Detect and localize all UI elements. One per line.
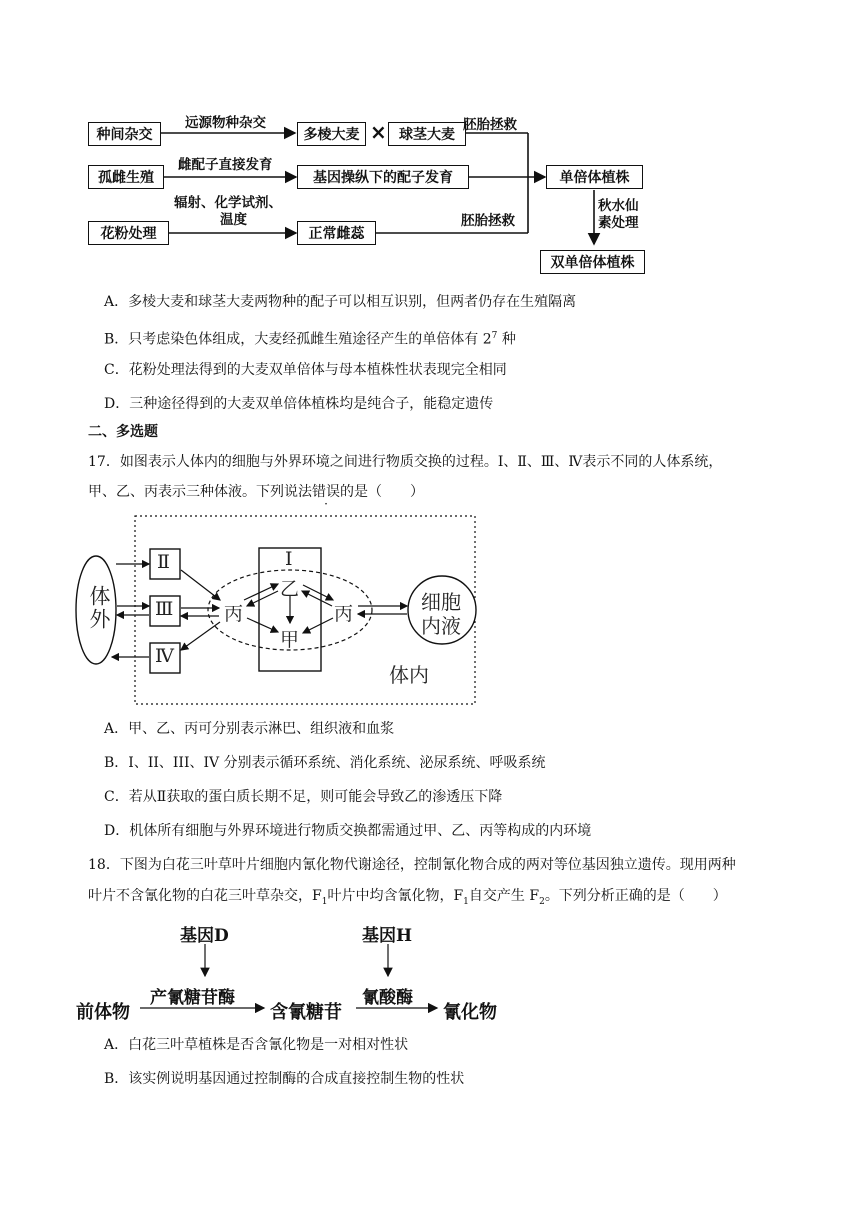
q18-sub-2: 1 bbox=[463, 896, 469, 907]
q17-option-b: B．I、II、III、IV 分别表示循环系统、消化系统、泌尿系统、呼吸系统 bbox=[104, 755, 546, 771]
system-iii-label: Ⅲ bbox=[155, 599, 174, 620]
gene-d-label: 基因D bbox=[180, 926, 229, 946]
q16-option-b-suffix: 种 bbox=[497, 331, 516, 348]
outside-body-text: 体外 bbox=[87, 585, 111, 631]
female-gamete-label: 雌配子直接发育 bbox=[178, 157, 273, 173]
fluid-yi: 乙 bbox=[280, 579, 300, 600]
radiation-label-1: 辐射、化学试剂、 bbox=[174, 195, 282, 211]
pollen-treatment-label: 花粉处理 bbox=[100, 226, 157, 242]
gamete-development-label: 基因操纵下的配子发育 bbox=[313, 170, 453, 186]
q17-stem-line1: 17．如图表示人体内的细胞与外界环境之间进行物质交换的过程。Ⅰ、Ⅱ、Ⅲ、Ⅳ表示不同的人体系统， bbox=[88, 454, 723, 470]
q18-stem-part-d: 。下列分析正确的是（ ） bbox=[544, 888, 727, 904]
q18-sub-3: 2 bbox=[539, 896, 545, 907]
system-ii-label: Ⅱ bbox=[157, 552, 170, 573]
inside-body-label: 体内 bbox=[389, 665, 429, 687]
radiation-label-2: 温度 bbox=[220, 212, 247, 228]
doubled-haploid-label: 双单倍体植株 bbox=[550, 255, 635, 271]
q16-option-b-exponent: 7 bbox=[491, 331, 498, 341]
multi-row-barley-label: 多棱大麦 bbox=[303, 127, 360, 143]
q17-option-a: A．甲、乙、丙可分别表示淋巴、组织液和血浆 bbox=[104, 721, 395, 737]
cyanide-label: 氰化物 bbox=[443, 1002, 497, 1023]
distant-cross-label: 远源物种杂交 bbox=[185, 115, 266, 131]
gynogenesis-label: 孤雌生殖 bbox=[98, 170, 154, 186]
q18-stem-line1: 18．下图为白花三叶草叶片细胞内氰化物代谢途径，控制氰化物合成的两对等位基因独立遗传。现用两种 bbox=[88, 857, 736, 873]
q16-option-a: A．多棱大麦和球茎大麦两物种的配子可以相互识别，但两者仍存在生殖隔离 bbox=[104, 294, 577, 310]
q18-stem-part-a: 叶片不含氰化物的白花三叶草杂交，F bbox=[88, 888, 322, 904]
precursor-label: 前体物 bbox=[76, 1002, 130, 1023]
system-iv-label: Ⅳ bbox=[155, 646, 174, 667]
q16-option-c: C．花粉处理法得到的大麦双单倍体与母本植株性状表现完全相同 bbox=[104, 362, 507, 378]
glycoside-label: 含氰糖苷 bbox=[270, 1002, 342, 1023]
q18-option-a: A．白花三叶草植株是否含氰化物是一对相对性状 bbox=[104, 1037, 409, 1053]
intracellular-label-2: 内液 bbox=[421, 616, 461, 638]
q17-option-d: D．机体所有细胞与外界环境进行物质交换都需通过甲、乙、丙等构成的内环境 bbox=[104, 823, 592, 839]
q18-stem-part-c: 自交产生 F bbox=[468, 888, 540, 904]
bulbous-barley-label: 球茎大麦 bbox=[399, 127, 455, 143]
q17-option-c: C．若从Ⅱ获取的蛋白质长期不足，则可能会导致乙的渗透压下降 bbox=[104, 789, 503, 805]
cross-symbol: × bbox=[370, 120, 387, 144]
enzyme2-label: 氰酸酶 bbox=[362, 988, 413, 1008]
q17-stem-bracket: 的是（ ） bbox=[340, 484, 424, 500]
colchicine-label-1: 秋水仙 bbox=[598, 198, 639, 214]
colchicine-label-2: 素处理 bbox=[598, 215, 639, 231]
section-heading: 二、多选题 bbox=[88, 424, 158, 440]
fluid-bing-right: 丙 bbox=[334, 604, 354, 625]
q16-option-d: D．三种途径得到的大麦双单倍体植株均是纯合子，能稳定遗传 bbox=[104, 396, 494, 412]
fluid-jia: 甲 bbox=[280, 630, 300, 651]
normal-pistil-label: 正常雌蕊 bbox=[308, 226, 365, 242]
embryo-rescue-label-1: 胚胎拯救 bbox=[463, 117, 517, 133]
embryo-rescue-label-2: 胚胎拯救 bbox=[461, 213, 515, 229]
q17-emphasis-word: 错误 bbox=[312, 484, 340, 500]
q16-option-b-text: B．只考虑染色体组成，大麦经孤雌生殖途径产生的单倍体有 2 bbox=[104, 331, 492, 348]
intracellular-label-1: 细胞 bbox=[421, 592, 461, 614]
q17-stem-text: 甲、乙、丙表示三种体液。下列说法 bbox=[88, 484, 312, 500]
system-i-label: Ⅰ bbox=[285, 549, 293, 570]
q18-stem-part-b: 叶片中均含氰化物，F bbox=[327, 888, 464, 904]
fluid-bing-left: 丙 bbox=[224, 604, 244, 625]
q18-option-b: B．该实例说明基因通过控制酶的合成直接控制生物的性状 bbox=[104, 1071, 465, 1087]
enzyme1-label: 产氰糖苷酶 bbox=[150, 988, 235, 1008]
q18-sub-1: 1 bbox=[321, 896, 328, 907]
haploid-plant-label: 单倍体植株 bbox=[559, 170, 630, 186]
gene-h-label: 基因H bbox=[362, 926, 413, 946]
species-cross-label: 种间杂交 bbox=[96, 127, 153, 143]
